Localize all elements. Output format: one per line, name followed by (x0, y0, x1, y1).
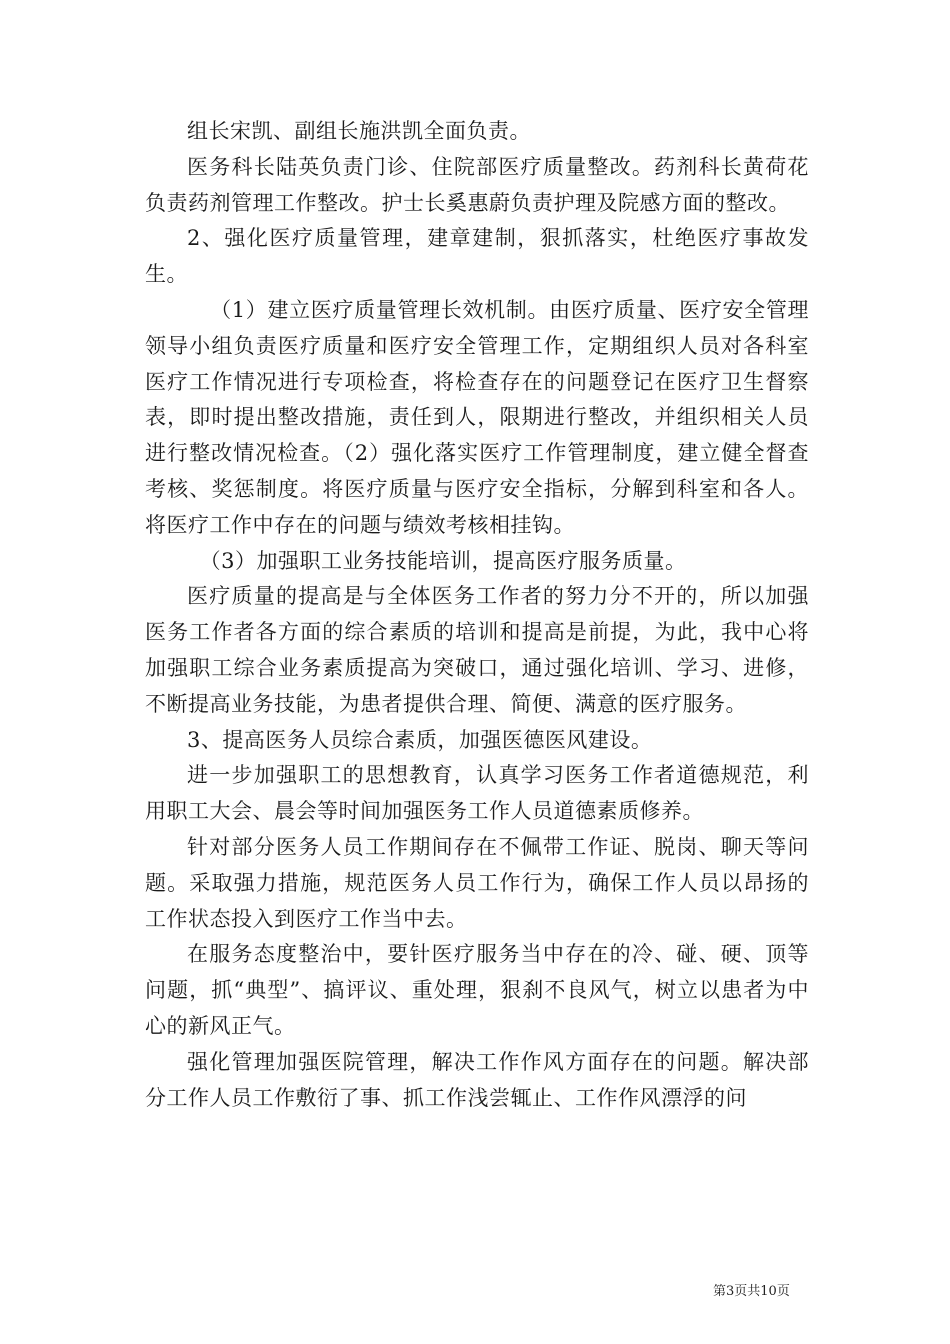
paragraph-service-attitude: 在服务态度整治中，要针医疗服务当中存在的冷、碰、硬、顶等问题，抓“典型”、搞评议、重处理，狠刹不良风气，树立以患者为中心的新风正气。 (145, 942, 809, 1038)
paragraph-leaders: 组长宋凯、副组长施洪凯全面负责。 (187, 119, 531, 143)
paragraph-management: 强化管理加强医院管理，解决工作作风方面存在的问题。解决部分工作人员工作敷衍了事、抓工作浅尝辄止、工作作风漂浮的问 (145, 1049, 809, 1110)
paragraph-ideological-education: 进一步加强职工的思想教育，认真学习医务工作者道德规范，利用职工大会、晨会等时间加强医务工作人员道德素质修养。 (145, 763, 809, 824)
paragraph-work-behavior: 针对部分医务人员工作期间存在不佩带工作证、脱岗、聊天等问题。采取强力措施，规范医务人员工作行为，确保工作人员以昂扬的工作状态投入到医疗工作当中去。 (145, 834, 809, 931)
paragraph-responsibilities: 医务科长陆英负责门诊、住院部医疗质量整改。药剂科长黄荷花负责药剂管理工作整改。护士长奚惠蔚负责护理及院感方面的整改。 (145, 154, 809, 215)
document-body (145, 114, 809, 1116)
paragraph-section-2-heading: 2、强化医疗质量管理，建章建制，狠抓落实，杜绝医疗事故发生。 (145, 226, 809, 287)
paragraph-section-3-heading: 3、提高医务人员综合素质，加强医德医风建设。 (187, 727, 653, 752)
page-number-footer: 第3页共10页 (713, 1284, 790, 1299)
paragraph-quality-improvement: 医疗质量的提高是与全体医务工作者的努力分不开的，所以加强医务工作者各方面的综合素质的培训和提高是前提，为此，我中心将加强职工综合业务素质提高为突破口，通过强化培训、学习、进修，不断提高业务技能，为患者提供合理、简便、满意的医疗服务。 (145, 584, 809, 716)
paragraph-long-term-mechanism: （1）建立医疗质量管理长效机制。由医疗质量、医疗安全管理领导小组负责医疗质量和医疗安全管理工作，定期组织人员对各科室医疗工作情况进行专项检查，将检查存在的问题登记在医疗卫生督察表，即时提出整改措施，责任到人，限期进行整改，并组织相关人员进行整改情况检查。（2）强化落实医疗工作管理制度，建立健全督查考核、奖惩制度。将医疗质量与医疗安全指标，分解到科室和各人。将医疗工作中存在的问题与绩效考核相挂钩。 (145, 297, 809, 537)
paragraph-skills-training-heading: （3）加强职工业务技能培训，提高医疗服务质量。 (199, 548, 687, 573)
